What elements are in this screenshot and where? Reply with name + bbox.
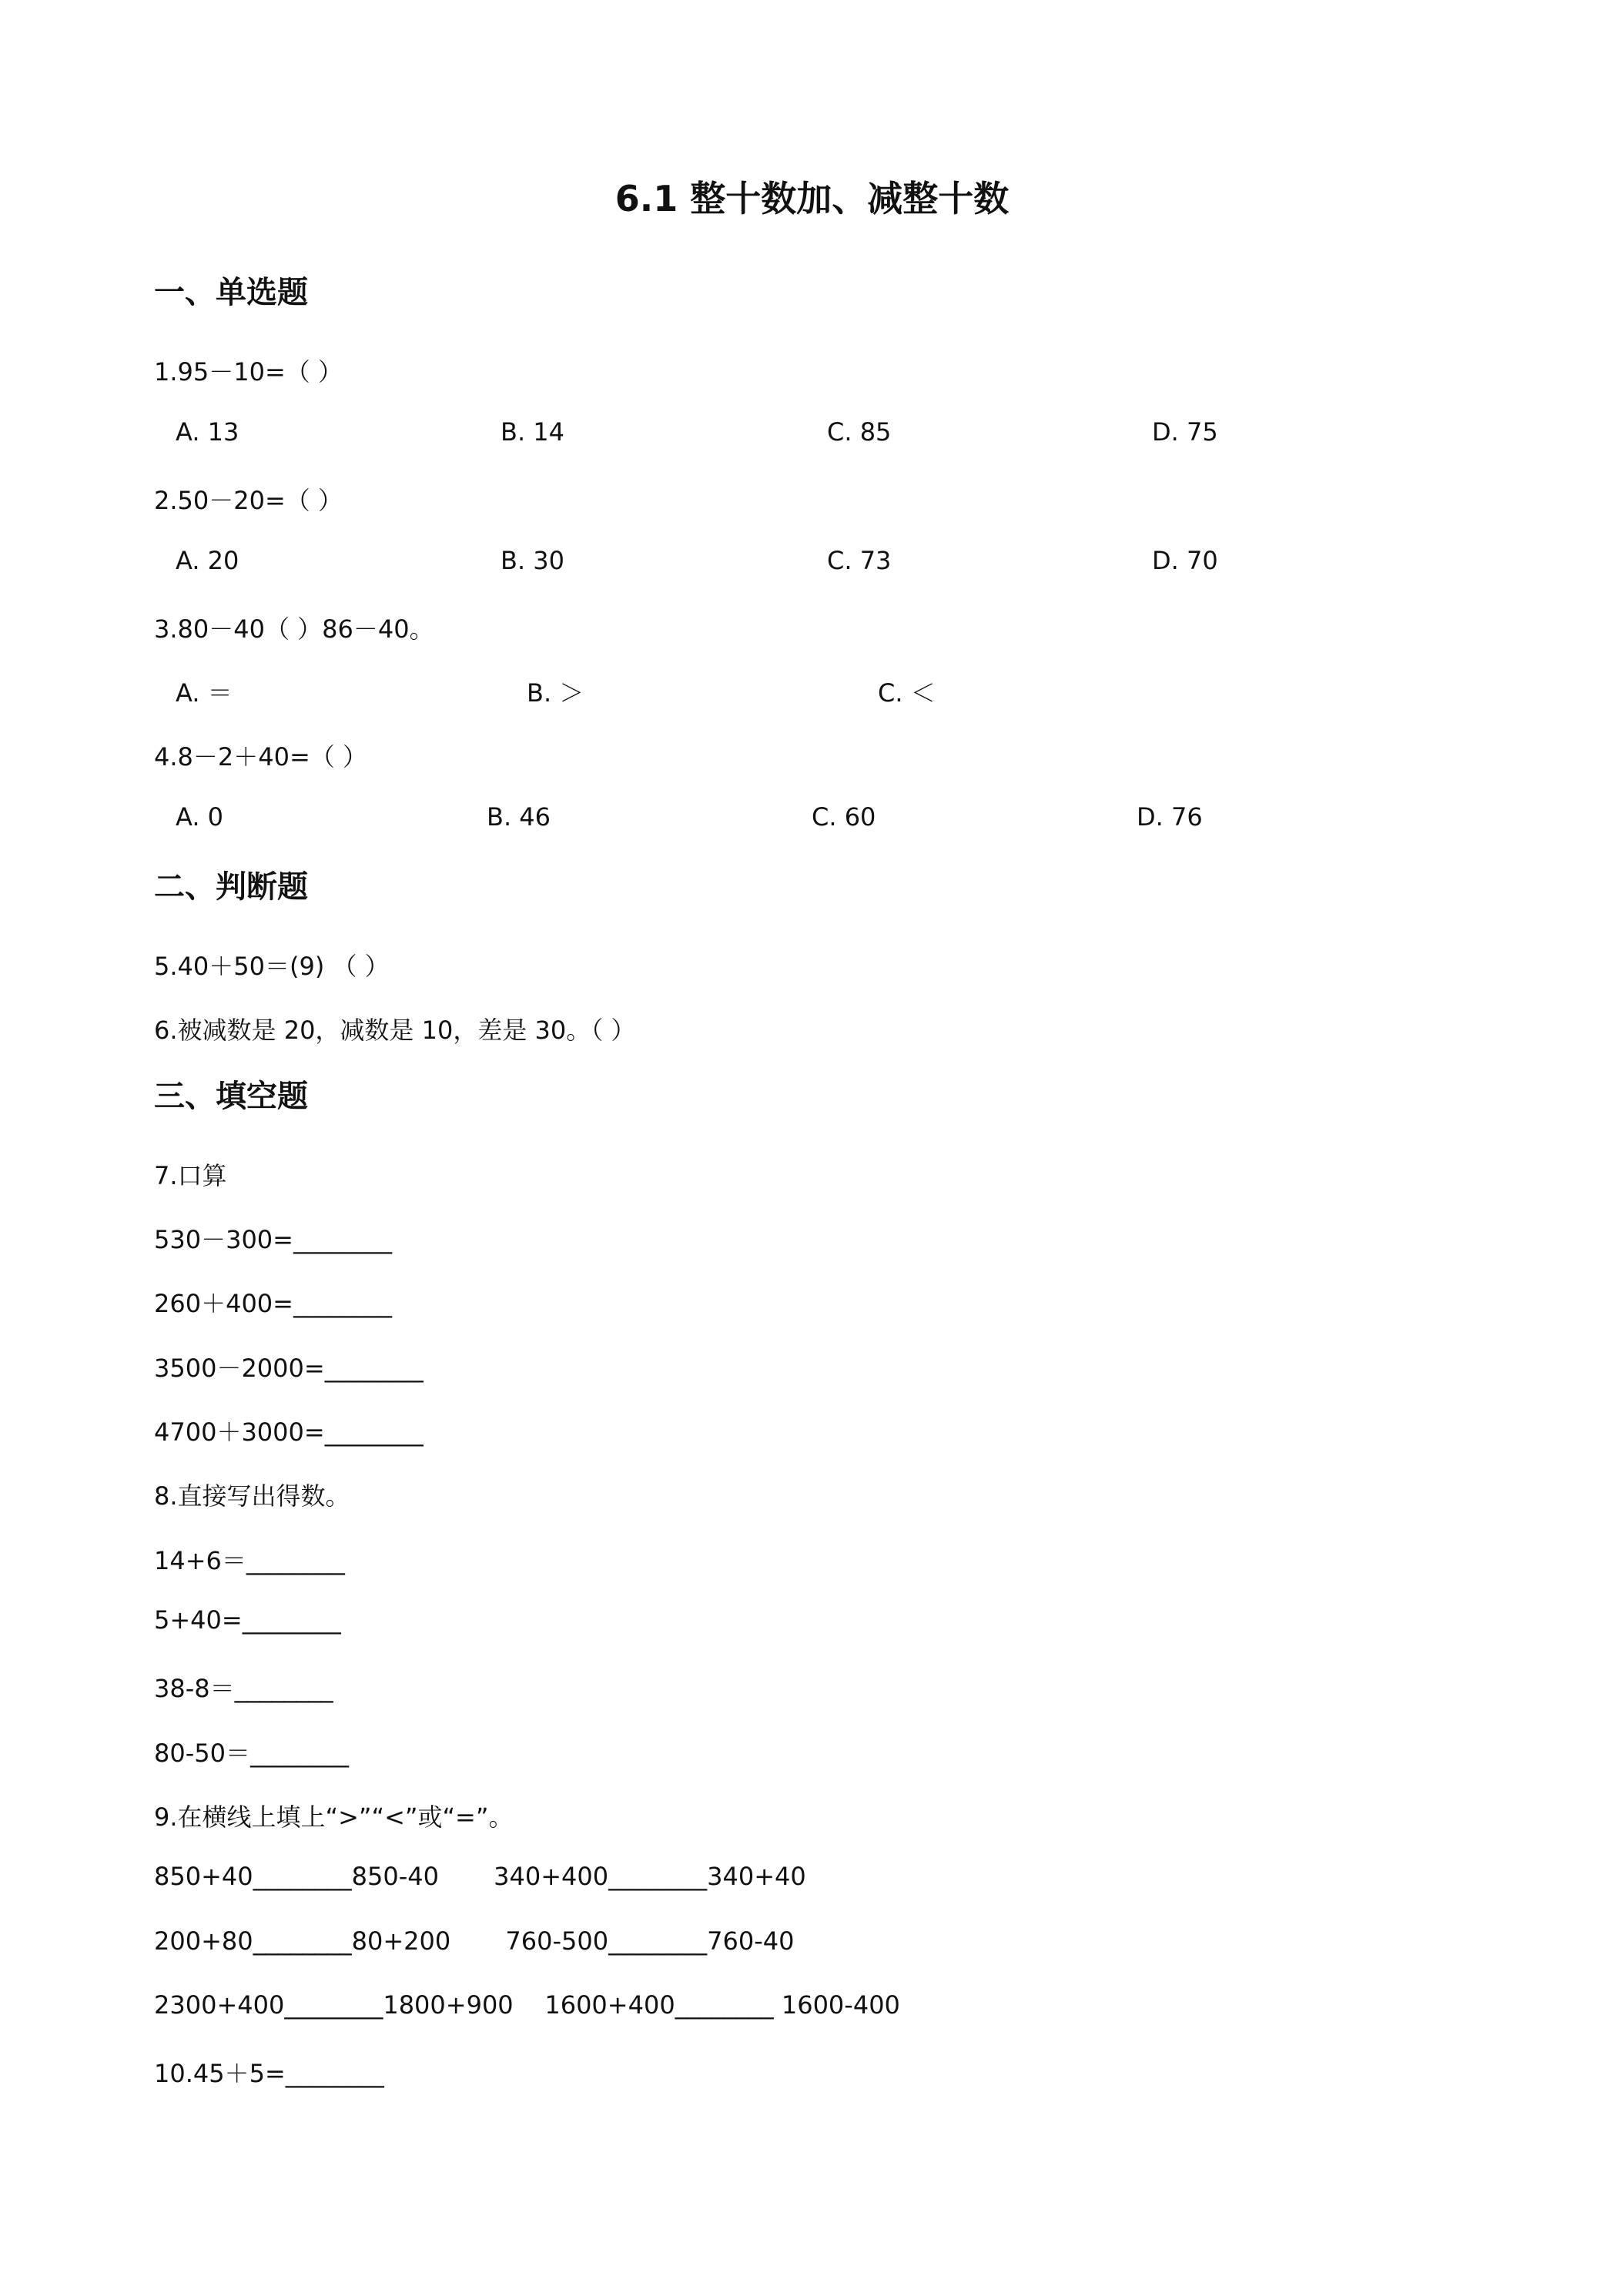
q9-line-3: 2300+400________1800+900 1600+400________ 1600-400: [154, 1990, 900, 2020]
q4-option-b: B. 46: [487, 802, 551, 832]
section-heading-true-false: 二、判断题: [154, 869, 308, 905]
q1-option-a: A. 13: [176, 417, 239, 447]
question-7: 7.口算: [154, 1161, 227, 1190]
q9-line-2: 200+80________80+200 760-500________760-40: [154, 1926, 795, 1956]
question-8: 8.直接写出得数。: [154, 1481, 350, 1511]
q7-line-4: 4700＋3000=________: [154, 1417, 424, 1447]
question-2: 2.50－20=（ ）: [154, 486, 343, 515]
question-4: 4.8－2＋40=（ ）: [154, 742, 367, 771]
question-1: 1.95－10=（ ）: [154, 357, 343, 387]
question-6: 6.被减数是 20，减数是 10，差是 30。（ ）: [154, 1016, 636, 1045]
q4-option-d: D. 76: [1137, 802, 1203, 832]
q2-option-a: A. 20: [176, 546, 239, 575]
q4-option-c: C. 60: [812, 802, 876, 832]
q8-line-1: 14+6＝________: [154, 1546, 345, 1575]
q3-option-b: B. ＞: [527, 678, 584, 708]
q3-option-c: C. ＜: [878, 678, 936, 708]
q1-option-d: D. 75: [1152, 417, 1218, 447]
q4-option-a: A. 0: [176, 802, 224, 832]
q9-line-1: 850+40________850-40 340+400________340+40: [154, 1862, 806, 1891]
question-9: 9.在横线上填上“>”“<”或“=”。: [154, 1802, 514, 1832]
question-5: 5.40＋50＝(9) （ ）: [154, 952, 390, 981]
q1-option-b: B. 14: [501, 417, 565, 447]
page-title: 6.1 整十数加、减整十数: [614, 178, 1010, 219]
q8-line-3: 38-8＝________: [154, 1674, 333, 1703]
q2-option-b: B. 30: [501, 546, 565, 575]
q2-option-d: D. 70: [1152, 546, 1218, 575]
q3-option-a: A. ＝: [176, 678, 233, 708]
q1-option-c: C. 85: [827, 417, 892, 447]
question-10: 10.45＋5=________: [154, 2059, 384, 2088]
q7-line-3: 3500－2000=________: [154, 1354, 424, 1383]
q7-line-2: 260＋400=________: [154, 1289, 392, 1318]
q2-option-c: C. 73: [827, 546, 892, 575]
q8-line-2: 5+40=________: [154, 1605, 341, 1635]
q7-line-1: 530－300=________: [154, 1225, 392, 1254]
question-3: 3.80－40（ ）86－40。: [154, 614, 434, 644]
q8-line-4: 80-50＝________: [154, 1739, 349, 1768]
section-heading-fill-blank: 三、填空题: [154, 1079, 308, 1114]
section-heading-single-choice: 一、单选题: [154, 275, 308, 310]
